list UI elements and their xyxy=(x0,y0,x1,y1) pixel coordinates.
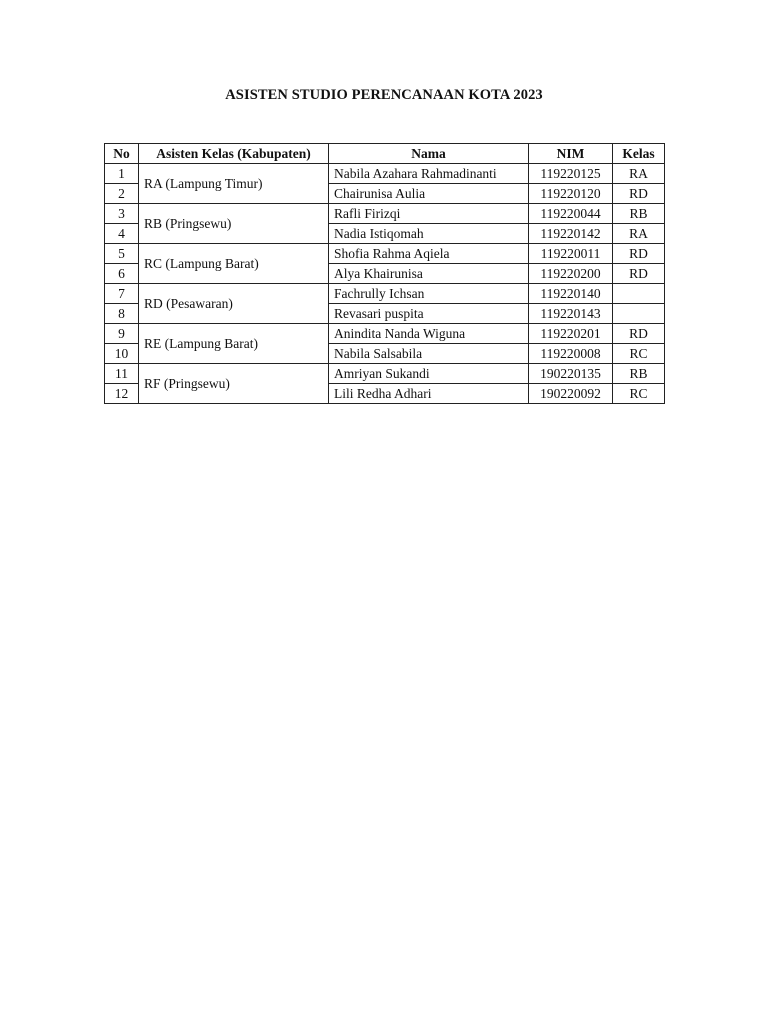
header-kelas: Kelas xyxy=(613,144,665,164)
cell-nama: Alya Khairunisa xyxy=(329,264,529,284)
cell-no: 7 xyxy=(105,284,139,304)
table-row xyxy=(105,164,665,184)
table-row xyxy=(105,244,665,264)
cell-asisten-group: RE (Lampung Barat) xyxy=(139,324,329,364)
cell-kelas: RC xyxy=(613,384,665,404)
cell-nim: 119220200 xyxy=(529,264,613,284)
table-row xyxy=(105,204,665,224)
cell-no: 1 xyxy=(105,164,139,184)
header-nim: NIM xyxy=(529,144,613,164)
cell-nama: Nabila Salsabila xyxy=(329,344,529,364)
cell-kelas: RA xyxy=(613,224,665,244)
cell-nim: 119220008 xyxy=(529,344,613,364)
cell-asisten-group: RD (Pesawaran) xyxy=(139,284,329,324)
cell-nim: 190220135 xyxy=(529,364,613,384)
cell-nama: Amriyan Sukandi xyxy=(329,364,529,384)
cell-no: 8 xyxy=(105,304,139,324)
cell-no: 4 xyxy=(105,224,139,244)
cell-asisten-group: RB (Pringsewu) xyxy=(139,204,329,244)
cell-kelas: RB xyxy=(613,364,665,384)
header-nama: Nama xyxy=(329,144,529,164)
cell-asisten-group: RA (Lampung Timur) xyxy=(139,164,329,204)
table-row xyxy=(105,364,665,384)
cell-kelas xyxy=(613,284,665,304)
cell-no: 5 xyxy=(105,244,139,264)
cell-asisten-group: RC (Lampung Barat) xyxy=(139,244,329,284)
cell-kelas: RD xyxy=(613,264,665,284)
cell-no: 10 xyxy=(105,344,139,364)
cell-nim: 119220201 xyxy=(529,324,613,344)
header-no: No xyxy=(105,144,139,164)
cell-no: 11 xyxy=(105,364,139,384)
cell-nim: 119220120 xyxy=(529,184,613,204)
cell-kelas: RC xyxy=(613,344,665,364)
header-asisten: Asisten Kelas (Kabupaten) xyxy=(139,144,329,164)
cell-nim: 119220011 xyxy=(529,244,613,264)
cell-kelas: RD xyxy=(613,184,665,204)
cell-nama: Chairunisa Aulia xyxy=(329,184,529,204)
table-row xyxy=(105,284,665,304)
cell-no: 12 xyxy=(105,384,139,404)
cell-nama: Rafli Firizqi xyxy=(329,204,529,224)
cell-kelas: RD xyxy=(613,324,665,344)
cell-nama: Lili Redha Adhari xyxy=(329,384,529,404)
cell-nama: Nadia Istiqomah xyxy=(329,224,529,244)
cell-nama: Fachrully Ichsan xyxy=(329,284,529,304)
table-row xyxy=(105,324,665,344)
cell-asisten-group: RF (Pringsewu) xyxy=(139,364,329,404)
document-title: ASISTEN STUDIO PERENCANAAN KOTA 2023 xyxy=(225,87,543,103)
cell-kelas xyxy=(613,304,665,324)
table-body xyxy=(105,164,665,404)
cell-no: 6 xyxy=(105,264,139,284)
cell-nama: Nabila Azahara Rahmadinanti xyxy=(329,164,529,184)
assistant-table xyxy=(104,143,665,404)
cell-kelas: RB xyxy=(613,204,665,224)
cell-nim: 119220125 xyxy=(529,164,613,184)
cell-kelas: RD xyxy=(613,244,665,264)
cell-nim: 119220044 xyxy=(529,204,613,224)
cell-no: 3 xyxy=(105,204,139,224)
cell-nim: 190220092 xyxy=(529,384,613,404)
cell-nama: Anindita Nanda Wiguna xyxy=(329,324,529,344)
cell-nama: Shofia Rahma Aqiela xyxy=(329,244,529,264)
cell-no: 2 xyxy=(105,184,139,204)
cell-nim: 119220143 xyxy=(529,304,613,324)
cell-kelas: RA xyxy=(613,164,665,184)
cell-no: 9 xyxy=(105,324,139,344)
cell-nama: Revasari puspita xyxy=(329,304,529,324)
table-header-row xyxy=(105,144,665,164)
cell-nim: 119220142 xyxy=(529,224,613,244)
cell-nim: 119220140 xyxy=(529,284,613,304)
